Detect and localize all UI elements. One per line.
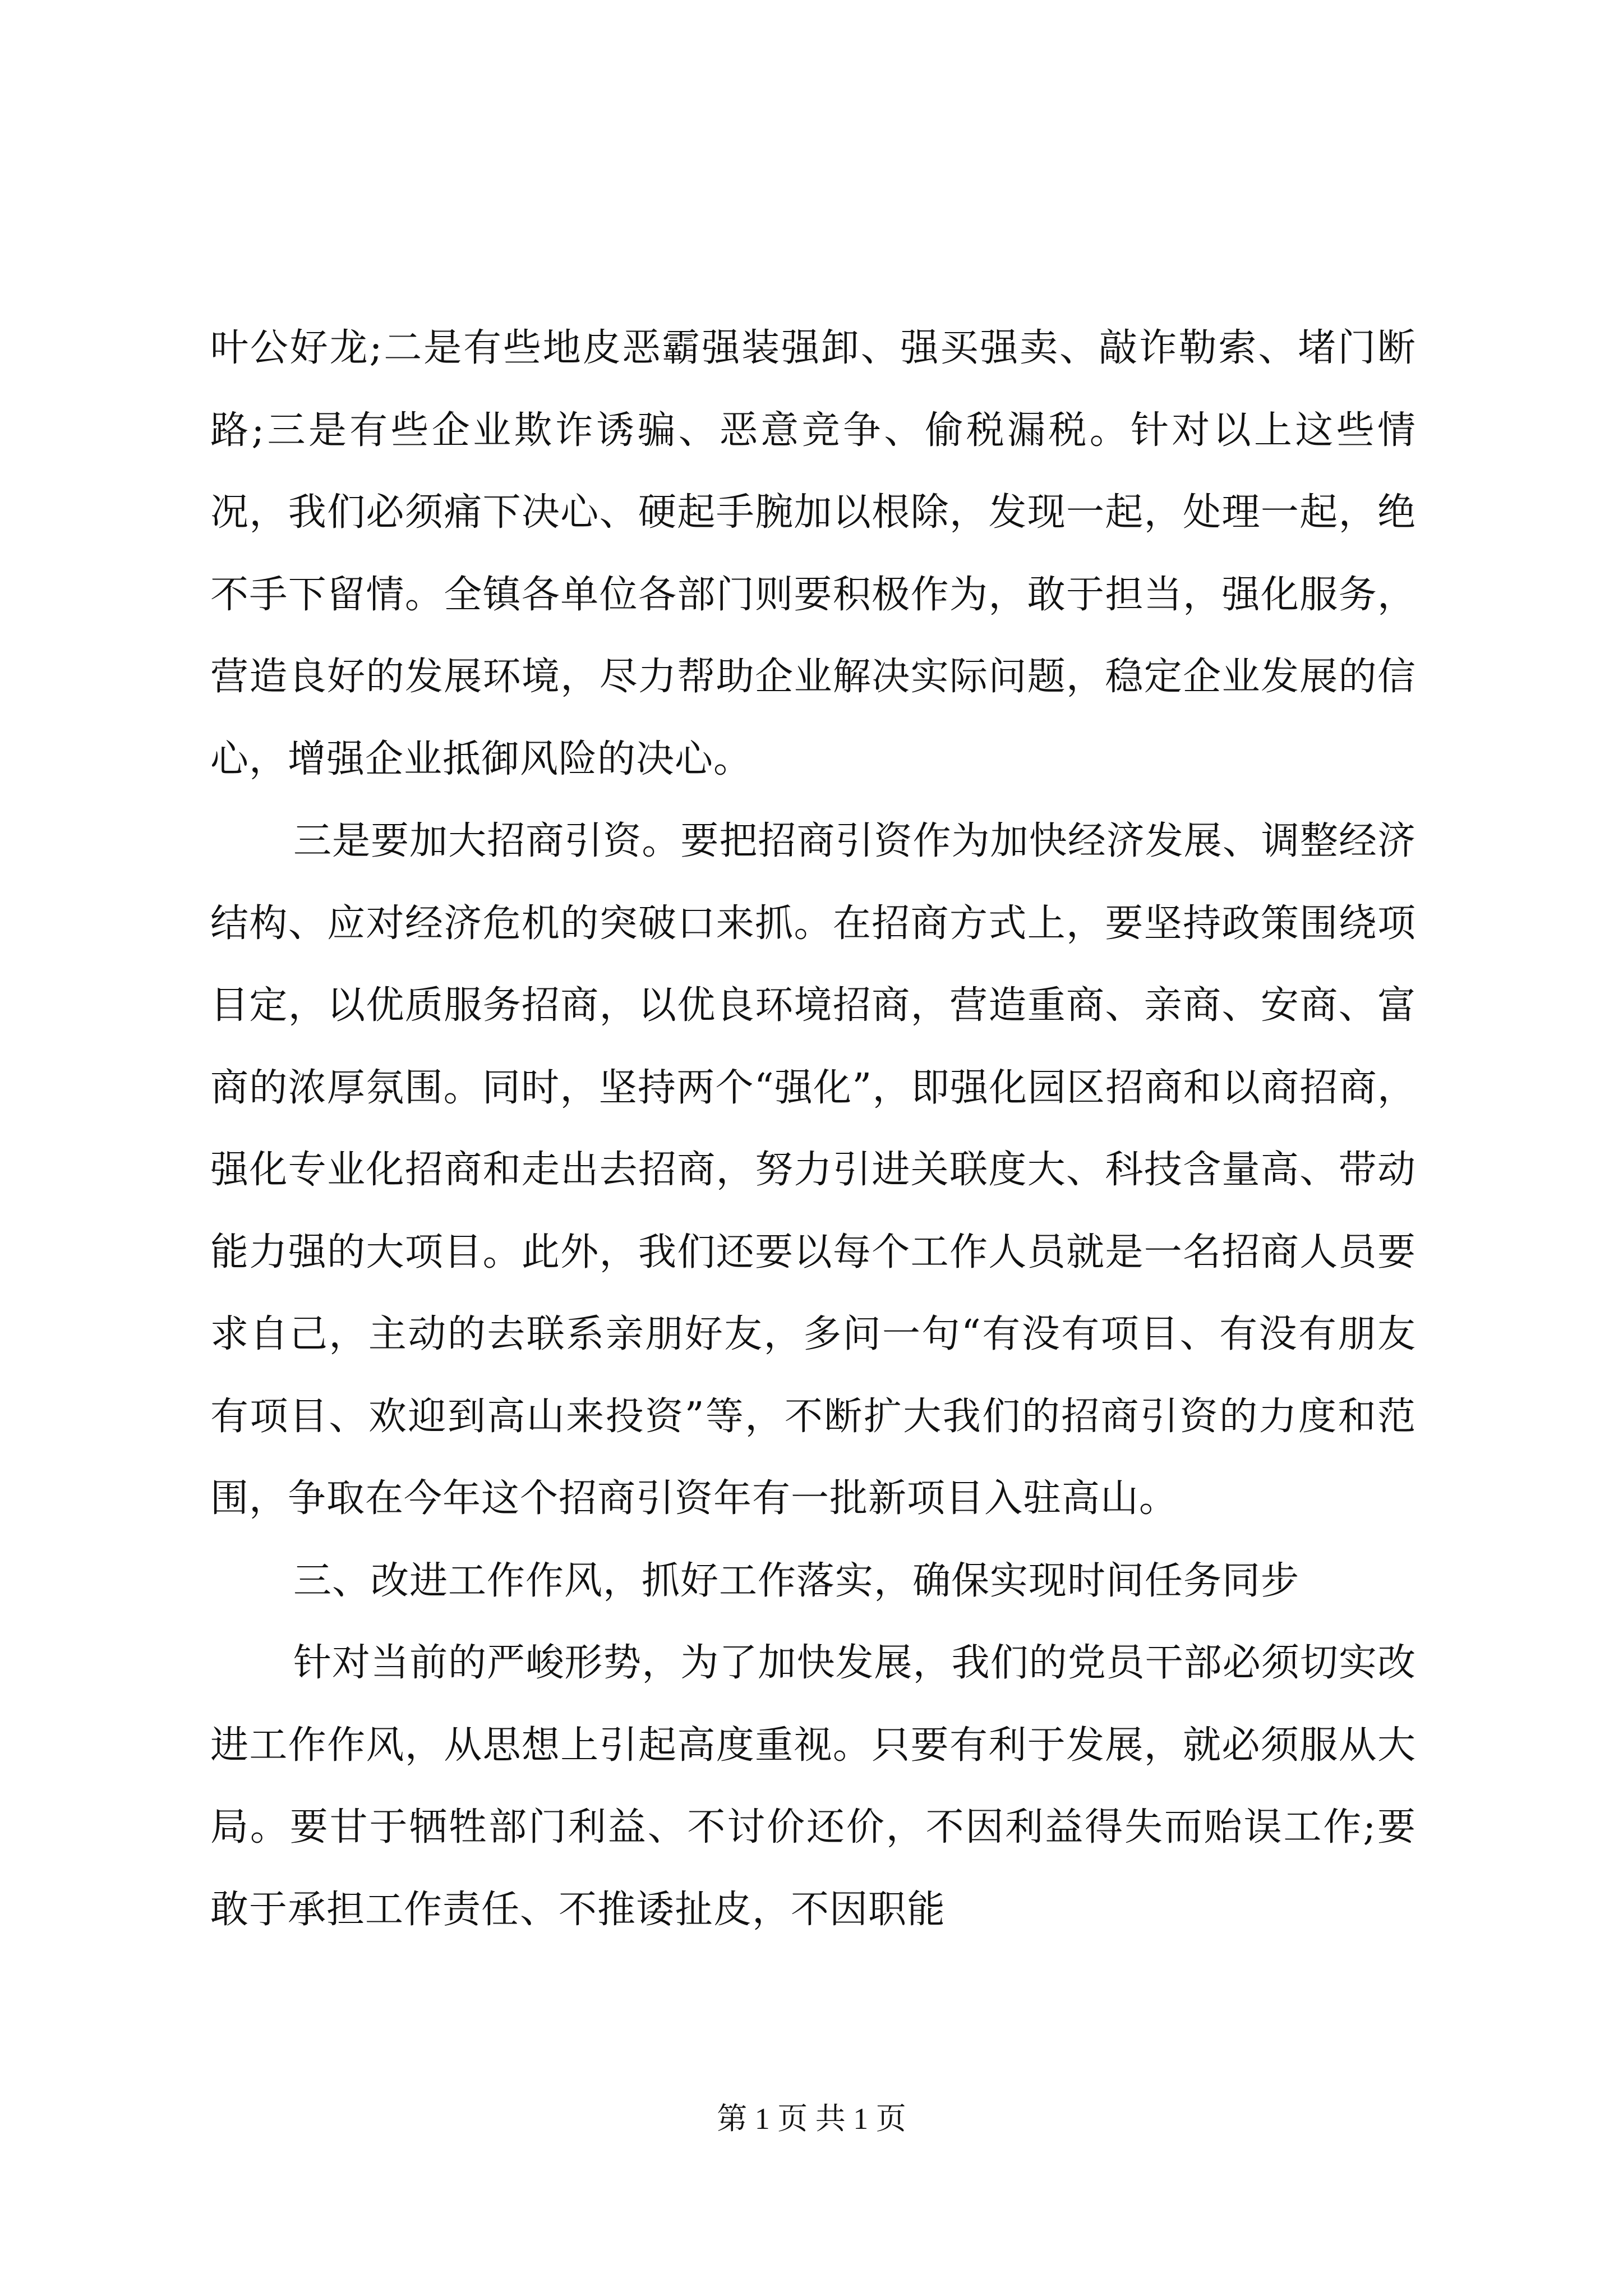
page-footer: 第 1 页 共 1 页 — [717, 2102, 906, 2136]
paragraph-continuation: 叶公好龙;二是有些地皮恶霸强装强卸、强买强卖、敲诈勒索、堵门断路;三是有些企业欺诈诱骗、恶意竞争、偷税漏税。针对以上这些情况，我们必须痛下决心、硬起手腕加以根除，发现一起，处理一起，绝不手下留情。全镇各单位各部门则要积极作为，敢于担当，强化服务，营造良好的发展环境，尽力帮助企业解决实际问题，稳定企业发展的信心，增强企业抵御风险的决心。 — [210, 326, 1416, 781]
paragraph-work-style: 针对当前的严峻形势，为了加快发展，我们的党员干部必须切实改进工作作风，从思想上引起高度重视。只要有利于发展，就必须服从大局。要甘于牺牲部门利益、不讨价还价，不因利益得失而贻误工作;要敢于承担工作责任、不推诿扯皮，不因职能 — [210, 1641, 1416, 1932]
section-heading-three: 三、改进工作作风，抓好工作落实，确保实现时间任务同步 — [293, 1558, 1300, 1603]
paragraph-investment: 三是要加大招商引资。要把招商引资作为加快经济发展、调整经济结构、应对经济危机的突破口来抓。在招商方式上，要坚持政策围绕项目定，以优质服务招商，以优良环境招商，营造重商、亲商、安商、富商的浓厚氛围。同时，坚持两个“强化”，即强化园区招商和以商招商，强化专业化招商和走出去招商，努力引进关联度大、科技含量高、带动能力强的大项目。此外，我们还要以每个工作人员就是一名招商人员要求自己，主动的去联系亲朋好友，多问一句“有没有项目、有没有朋友有项目、欢迎到高山来投资”等，不断扩大我们的招商引资的力度和范围，争取在今年这个招商引资年有一批新项目入驻高山。 — [210, 819, 1416, 1521]
page-body — [210, 307, 1416, 1951]
